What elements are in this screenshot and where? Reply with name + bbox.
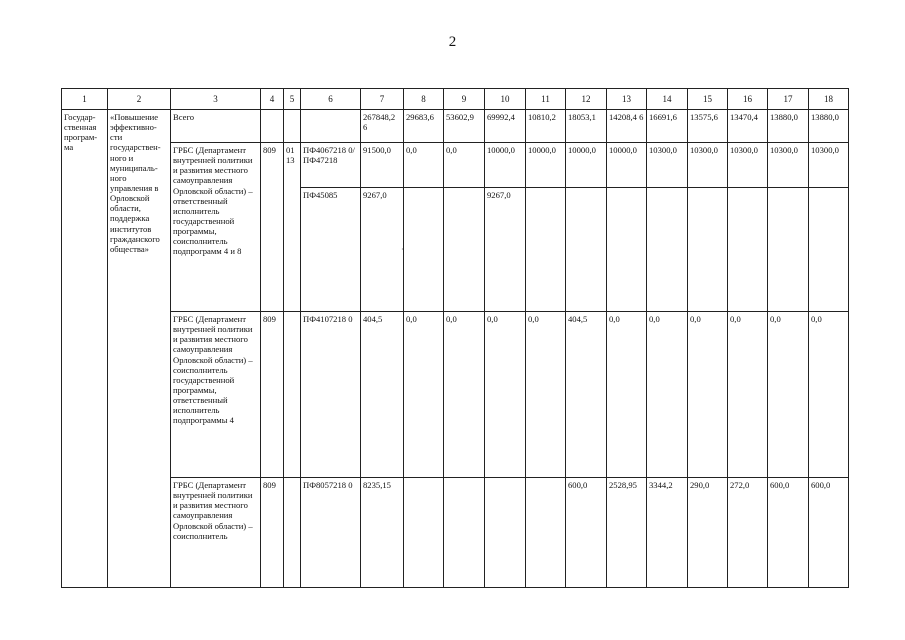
header-cell: 18 (809, 89, 849, 110)
value-cell (444, 188, 485, 312)
value-cell: 10000,0 (566, 143, 607, 188)
value-cell (404, 188, 444, 312)
value-cell (647, 188, 688, 312)
page-number: 2 (448, 34, 457, 50)
value-cell: 0,0 (404, 143, 444, 188)
value-cell: 9267,0 (361, 188, 404, 312)
value-cell: 0,0 (404, 312, 444, 478)
value-cell: 0,0 (768, 312, 809, 478)
table-cell (301, 110, 361, 143)
value-cell: 10000,0 (526, 143, 566, 188)
value-cell: 0,0 (526, 312, 566, 478)
header-cell: 15 (688, 89, 728, 110)
budget-table (61, 88, 849, 588)
value-cell: 0,0 (607, 312, 647, 478)
program-type-cell: Государ-ственная програм-ма (62, 110, 108, 588)
value-cell (404, 478, 444, 588)
value-cell: 8235,15 (361, 478, 404, 588)
value-cell: 10300,0 (809, 143, 849, 188)
value-cell: 0,0 (444, 312, 485, 478)
stray-mark: · (401, 245, 404, 254)
value-cell: 9267,0 (485, 188, 526, 312)
value-cell: 69992,4 (485, 110, 526, 143)
value-cell: 600,0 (809, 478, 849, 588)
table-row (62, 143, 849, 188)
value-cell: 10000,0 (607, 143, 647, 188)
header-cell: 14 (647, 89, 688, 110)
table-row (62, 478, 849, 588)
value-cell: 13880,0 (768, 110, 809, 143)
header-cell: 12 (566, 89, 607, 110)
header-row (62, 89, 849, 110)
value-cell: 3344,2 (647, 478, 688, 588)
header-cell: 17 (768, 89, 809, 110)
code-cell: 809 (261, 478, 284, 588)
header-cell: 7 (361, 89, 404, 110)
value-cell (566, 188, 607, 312)
value-cell: 272,0 (728, 478, 768, 588)
total-row (62, 110, 849, 143)
table-cell (261, 110, 284, 143)
value-cell: 267848,2 6 (361, 110, 404, 143)
value-cell: 0,0 (728, 312, 768, 478)
value-cell: 0,0 (688, 312, 728, 478)
code-cell: 809 (261, 143, 284, 312)
table-cell (284, 110, 301, 143)
value-cell (526, 478, 566, 588)
value-cell: 13575,6 (688, 110, 728, 143)
value-cell: 10300,0 (728, 143, 768, 188)
header-cell: 13 (607, 89, 647, 110)
code-cell: ПФ4067218 0/ ПФ47218 (301, 143, 361, 188)
value-cell: 10300,0 (647, 143, 688, 188)
value-cell (728, 188, 768, 312)
executor-cell: ГРБС (Департамент внутренней политики и развития местного самоуправления Орловской области) – соисполнитель (171, 478, 261, 588)
header-cell: 2 (108, 89, 171, 110)
value-cell (485, 478, 526, 588)
value-cell: 404,5 (361, 312, 404, 478)
value-cell (444, 478, 485, 588)
value-cell: 0,0 (809, 312, 849, 478)
value-cell (768, 188, 809, 312)
code-cell: ПФ45085 (301, 188, 361, 312)
value-cell: 0,0 (485, 312, 526, 478)
value-cell: 404,5 (566, 312, 607, 478)
value-cell (607, 188, 647, 312)
total-label-cell: Всего (171, 110, 261, 143)
code-cell: 01 13 (284, 143, 301, 312)
value-cell: 53602,9 (444, 110, 485, 143)
value-cell: 10000,0 (485, 143, 526, 188)
header-cell: 1 (62, 89, 108, 110)
executor-cell: ГРБС (Департамент внутренней политики и развития местного самоуправления Орловской области) – ответственный исполнитель государственной программы, соисполнитель подпрограмм 4 и 8 (171, 143, 261, 312)
header-cell: 5 (284, 89, 301, 110)
program-name-cell: «Повышение эффективно-сти государствен-ного и муниципаль-ного управления в Орловской области, поддержка институтов гражданского общества» (108, 110, 171, 588)
header-cell: 6 (301, 89, 361, 110)
code-cell: ПФ4107218 0 (301, 312, 361, 478)
code-cell (284, 478, 301, 588)
code-cell: ПФ8057218 0 (301, 478, 361, 588)
executor-cell: ГРБС (Департамент внутренней политики и развития местного самоуправления Орловской области) – соисполнитель государственной программы, ответственный исполнитель подпрограммы 4 (171, 312, 261, 478)
value-cell: 16691,6 (647, 110, 688, 143)
value-cell: 600,0 (768, 478, 809, 588)
value-cell: 10300,0 (688, 143, 728, 188)
value-cell: 0,0 (444, 143, 485, 188)
value-cell (688, 188, 728, 312)
value-cell (526, 188, 566, 312)
code-cell (284, 312, 301, 478)
value-cell: 14208,4 6 (607, 110, 647, 143)
value-cell: 13470,4 (728, 110, 768, 143)
value-cell: 10810,2 (526, 110, 566, 143)
value-cell: 0,0 (647, 312, 688, 478)
code-cell: 809 (261, 312, 284, 478)
header-cell: 10 (485, 89, 526, 110)
header-cell: 3 (171, 89, 261, 110)
header-cell: 4 (261, 89, 284, 110)
table-row (62, 312, 849, 478)
header-cell: 16 (728, 89, 768, 110)
header-cell: 8 (404, 89, 444, 110)
value-cell: 290,0 (688, 478, 728, 588)
value-cell (809, 188, 849, 312)
value-cell: 91500,0 (361, 143, 404, 188)
header-cell: 11 (526, 89, 566, 110)
value-cell: 13880,0 (809, 110, 849, 143)
value-cell: 600,0 (566, 478, 607, 588)
value-cell: 2528,95 (607, 478, 647, 588)
header-cell: 9 (444, 89, 485, 110)
value-cell: 29683,6 (404, 110, 444, 143)
value-cell: 10300,0 (768, 143, 809, 188)
value-cell: 18053,1 (566, 110, 607, 143)
